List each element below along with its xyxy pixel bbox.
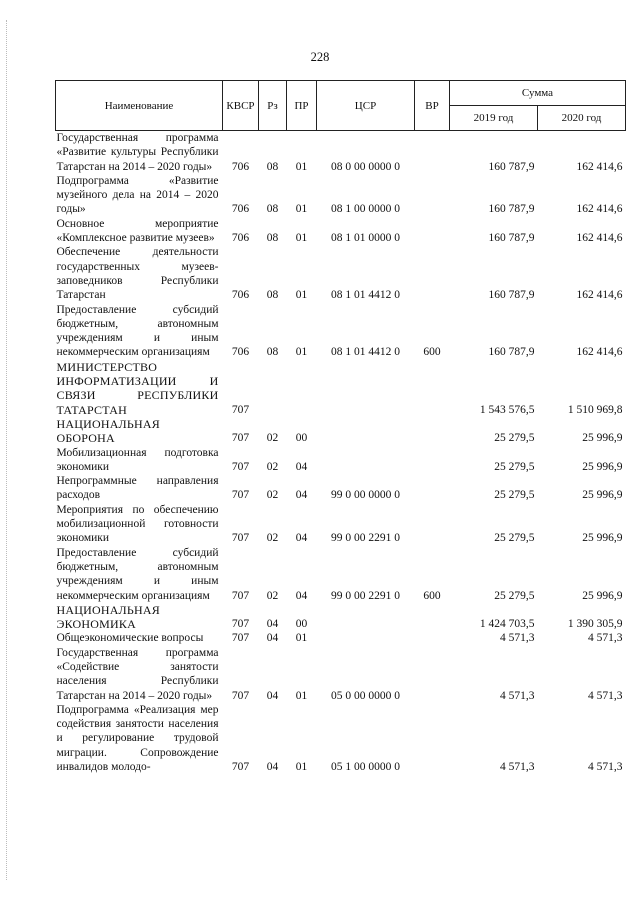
row-name: Подпрограмма «Развитие музейного дела на 2014 – 2020 годы» (56, 174, 219, 216)
table-row (56, 603, 626, 632)
table-row (56, 303, 626, 360)
row-sum-2019: 4 571,3 (500, 689, 535, 702)
row-name: Подпрограмма «Реализация мер содействия занятости населения и регулирование трудовой миграции. Сопровождение инвалидов молодо- (56, 703, 219, 774)
row-kvsr: 706 (231, 232, 250, 245)
row-vr: 600 (423, 589, 441, 602)
row-pr: 01 (295, 232, 308, 245)
page-edge-dotted-line (6, 20, 8, 880)
row-csr: 08 1 01 4412 0 (331, 346, 400, 359)
row-pr: 04 (295, 532, 308, 545)
row-rz: 08 (266, 346, 279, 359)
row-sum-2020: 4 571,3 (588, 689, 623, 702)
table-row (56, 360, 626, 417)
row-sum-2020: 25 996,9 (582, 432, 623, 445)
row-pr: 01 (295, 203, 308, 216)
row-rz: 04 (266, 761, 279, 774)
row-name: Общеэкономические вопросы (56, 632, 204, 645)
row-sum-2020: 162 414,6 (576, 289, 623, 302)
row-sum-2020: 162 414,6 (576, 203, 623, 216)
row-name: Мобилизационная подготовка экономики (56, 446, 219, 473)
header-2019: 2019 год (450, 106, 538, 131)
row-pr: 01 (295, 289, 308, 302)
row-csr: 05 1 00 0000 0 (331, 761, 400, 774)
row-rz: 02 (266, 432, 279, 445)
header-csr: ЦСР (317, 81, 415, 131)
row-vr (415, 446, 450, 475)
row-sum-2019: 160 787,9 (488, 346, 535, 359)
table-row (56, 131, 626, 174)
row-pr: 00 (295, 432, 308, 445)
row-csr: 99 0 00 0000 0 (331, 489, 400, 502)
row-vr (415, 417, 450, 446)
row-name: Мероприятия по обеспечению мобилизационной готовности экономики (56, 503, 219, 545)
row-kvsr: 707 (231, 460, 250, 473)
row-vr (415, 631, 450, 645)
row-sum-2019: 4 571,3 (500, 632, 535, 645)
row-sum-2019: 1 424 703,5 (479, 618, 535, 631)
page-number: 228 (310, 50, 330, 64)
row-sum-2020: 4 571,3 (588, 632, 623, 645)
table-header (56, 81, 626, 131)
row-sum-2019: 25 279,5 (494, 432, 535, 445)
table-row (56, 217, 626, 246)
row-name: Обеспечение деятельности государственных музеев-заповедников Республики Татарстан (56, 246, 219, 302)
budget-table (55, 80, 626, 774)
row-pr (287, 360, 317, 417)
row-sum-2019: 25 279,5 (494, 460, 535, 473)
row-vr (415, 174, 450, 217)
row-name: Основное мероприятие «Комплексное развитие музеев» (56, 217, 219, 245)
row-sum-2019: 1 543 576,5 (479, 403, 535, 416)
row-vr (415, 360, 450, 417)
row-name: Государственная программа «Содействие занятости населения Республики Татарстан на 2014 – 2020 годы» (56, 646, 219, 702)
table-row (56, 703, 626, 774)
row-kvsr: 707 (231, 589, 250, 602)
row-csr (317, 446, 415, 475)
row-csr: 08 1 00 0000 0 (331, 203, 400, 216)
row-kvsr: 707 (231, 432, 250, 445)
header-rz: Рз (259, 81, 287, 131)
row-csr (317, 360, 415, 417)
table-row (56, 245, 626, 302)
row-csr: 99 0 00 2291 0 (331, 589, 400, 602)
row-vr (415, 703, 450, 774)
table-row (56, 631, 626, 645)
row-sum-2020: 25 996,9 (582, 460, 623, 473)
row-sum-2020: 1 510 969,8 (567, 403, 623, 416)
row-csr: 08 1 01 4412 0 (331, 289, 400, 302)
row-pr: 01 (295, 689, 308, 702)
table-row (56, 417, 626, 446)
row-rz: 02 (266, 489, 279, 502)
row-csr (317, 631, 415, 645)
row-vr (415, 646, 450, 703)
row-sum-2020: 25 996,9 (582, 589, 623, 602)
table-row (56, 446, 626, 475)
row-kvsr: 706 (231, 289, 250, 302)
row-sum-2019: 160 787,9 (488, 289, 535, 302)
row-kvsr: 707 (231, 689, 250, 702)
row-rz: 02 (266, 460, 279, 473)
row-sum-2020: 25 996,9 (582, 532, 623, 545)
row-rz: 08 (266, 289, 279, 302)
row-sum-2019: 25 279,5 (494, 532, 535, 545)
row-pr: 04 (295, 589, 308, 602)
row-csr (317, 603, 415, 632)
table-row (56, 646, 626, 703)
header-kvsr: КВСР (223, 81, 259, 131)
row-rz: 08 (266, 232, 279, 245)
row-sum-2019: 160 787,9 (488, 160, 535, 173)
row-name: НАЦИОНАЛЬНАЯ ЭКОНОМИКА (56, 602, 160, 632)
row-vr (415, 603, 450, 632)
row-rz: 04 (266, 632, 279, 645)
header-2020: 2020 год (538, 106, 626, 131)
row-sum-2020: 1 390 305,9 (567, 618, 623, 631)
row-rz: 08 (266, 203, 279, 216)
row-sum-2019: 160 787,9 (488, 232, 535, 245)
row-vr (415, 245, 450, 302)
table-row (56, 174, 626, 217)
table-body (56, 131, 626, 775)
row-kvsr: 707 (231, 632, 250, 645)
row-rz: 04 (266, 618, 279, 631)
row-sum-2020: 25 996,9 (582, 489, 623, 502)
row-pr: 04 (295, 489, 308, 502)
row-sum-2020: 162 414,6 (576, 160, 623, 173)
header-vr: ВР (415, 81, 450, 131)
row-rz: 02 (266, 532, 279, 545)
table-row (56, 474, 626, 503)
table-row (56, 503, 626, 546)
row-csr: 08 0 00 0000 0 (331, 160, 400, 173)
row-kvsr: 707 (231, 761, 250, 774)
row-kvsr: 706 (231, 160, 250, 173)
row-kvsr: 707 (231, 489, 250, 502)
header-sum: Сумма (450, 81, 626, 106)
row-kvsr: 707 (231, 403, 250, 416)
row-sum-2020: 162 414,6 (576, 232, 623, 245)
row-csr: 99 0 00 2291 0 (331, 532, 400, 545)
row-pr: 01 (295, 346, 308, 359)
row-pr: 01 (295, 160, 308, 173)
row-kvsr: 706 (231, 346, 250, 359)
row-rz: 08 (266, 160, 279, 173)
row-sum-2019: 4 571,3 (500, 761, 535, 774)
row-vr (415, 131, 450, 174)
row-pr: 00 (295, 618, 308, 631)
row-csr: 08 1 01 0000 0 (331, 232, 400, 245)
row-csr (317, 417, 415, 446)
row-name: Предоставление субсидий бюджетным, автономным учреждениям и иным некоммерческим организациям (56, 303, 219, 359)
row-rz: 04 (266, 689, 279, 702)
row-sum-2019: 160 787,9 (488, 203, 535, 216)
row-sum-2020: 4 571,3 (588, 761, 623, 774)
row-name: МИНИСТЕРСТВО ИНФОРМАТИЗАЦИИ И СВЯЗИ РЕСПУБЛИКИ ТАТАРСТАН (56, 359, 219, 417)
row-pr: 04 (295, 460, 308, 473)
row-pr: 01 (295, 632, 308, 645)
table-row (56, 546, 626, 603)
row-vr (415, 503, 450, 546)
row-kvsr: 707 (231, 618, 250, 631)
row-name: Предоставление субсидий бюджетным, автономным учреждениям и иным некоммерческим организациям (56, 546, 219, 602)
row-sum-2019: 25 279,5 (494, 589, 535, 602)
row-kvsr: 706 (231, 203, 250, 216)
row-csr: 05 0 00 0000 0 (331, 689, 400, 702)
row-vr: 600 (423, 346, 441, 359)
row-rz (259, 360, 287, 417)
row-sum-2019: 25 279,5 (494, 489, 535, 502)
row-name: НАЦИОНАЛЬНАЯ ОБОРОНА (56, 416, 160, 446)
row-kvsr: 707 (231, 532, 250, 545)
row-rz: 02 (266, 589, 279, 602)
row-name: Государственная программа «Развитие культуры Республики Татарстан на 2014 – 2020 годы» (56, 132, 219, 173)
header-pr: ПР (287, 81, 317, 131)
row-sum-2020: 162 414,6 (576, 346, 623, 359)
row-name: Непрограммные направления расходов (56, 475, 219, 502)
header-name: Наименование (56, 81, 223, 131)
row-vr (415, 217, 450, 246)
row-vr (415, 474, 450, 503)
row-pr: 01 (295, 761, 308, 774)
